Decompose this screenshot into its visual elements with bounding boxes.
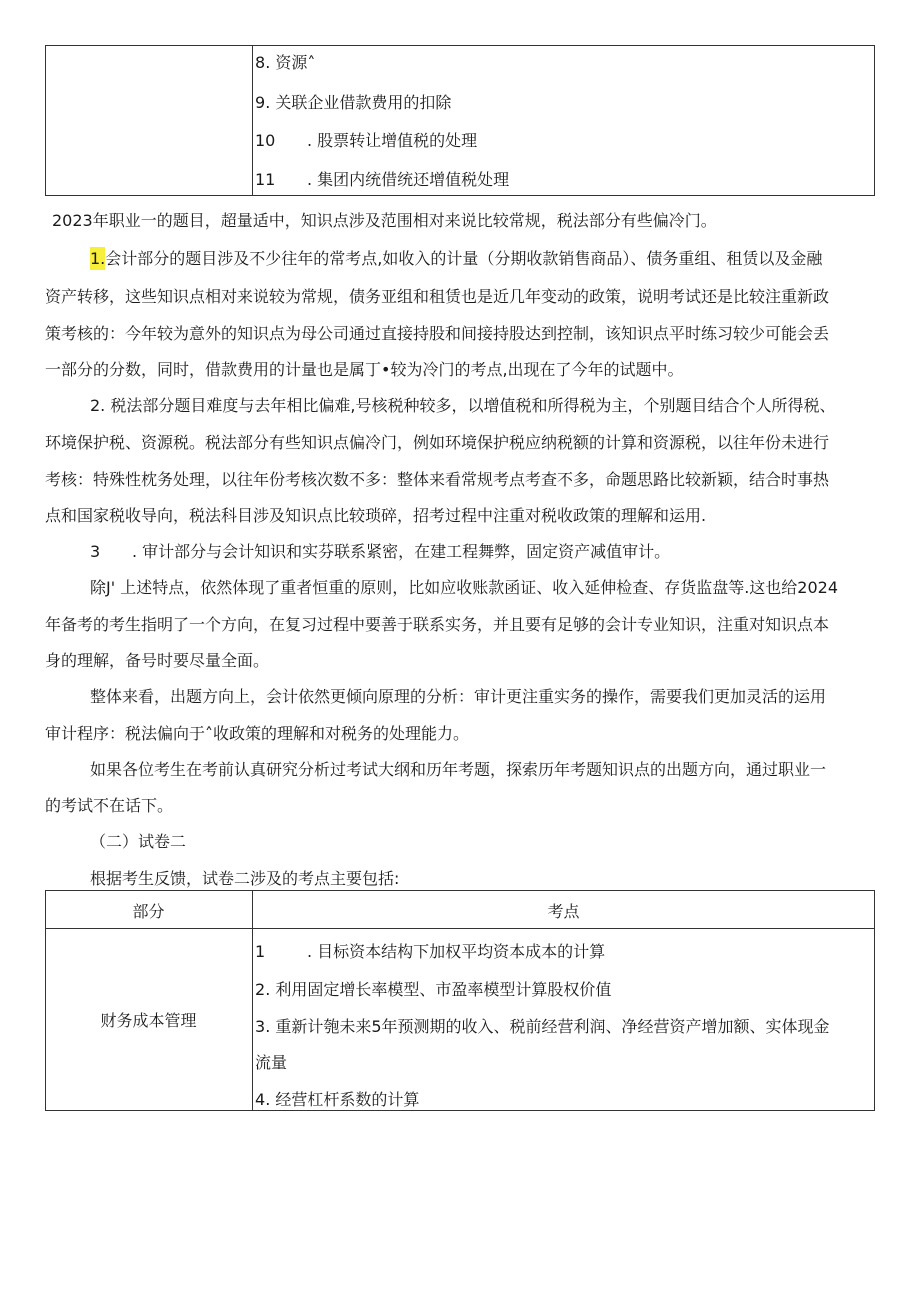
p2-line-2: 环境保护税、资源税。税法部分有些知识点偏冷门，例如环境保护税应纳税额的计算和资源税，以往年份未进行: [45, 433, 830, 452]
top-table-divider: [252, 45, 253, 196]
p1-line-3: 策考核的：今年较为意外的知识点为母公司通过直接持股和间接持股达到控制，该知识点平时练习较少可能会丢: [45, 324, 830, 343]
p2-line-1: 2. 税法部分题目难度与去年相比偏难,号核税种较多，以增值税和所得税为主，个别题目结合个人所得税、: [90, 396, 836, 415]
table-intro: 根据考生反馈，试卷二涉及的考点主要包括:: [90, 869, 400, 888]
p4-line-3: 身的理解，备号时要尽量全面。: [45, 651, 270, 670]
top-table-item-10: 10 . 股票转让增值税的处理: [255, 131, 478, 150]
header-part: 部分: [132, 902, 165, 921]
p2-line-3: 考核：特殊性枕务处理，以往年份考核次数不多：整体来看常规考点考查不多，命题思路比较新颖，结合时事热: [45, 470, 830, 489]
p6-line-1: 如果各位考生在考前认真研究分析过考试大纲和历年考题，探索历年考题知识点的出题方向，通过职业一: [90, 760, 827, 779]
intro-paragraph: 2023年职业一的题目，超量适中，知识点涉及范围相对来说比较常规，税法部分有些偏冷门。: [52, 211, 717, 230]
bottom-table-header-rule: [45, 928, 875, 929]
section-heading: （二）试卷二: [90, 832, 187, 851]
top-table-item-8: 8. 资源˄: [255, 53, 316, 72]
p5-line-1: 整体来看，出题方向上，会计依然更倾向原理的分析：审计更注重实务的操作，需要我们更加灵活的运用: [90, 687, 827, 706]
p5-line-2: 审计程序：税法偏向于˄收政策的理解和对税务的处理能力。: [45, 724, 470, 743]
bottom-table-divider: [252, 890, 253, 1111]
p4-line-1: 除J' 上述特点，依然体现了重者恒重的原则，比如应收账款函证、收入延伸检查、存货监盘等.这也给2024: [90, 578, 839, 597]
top-table-item-11: 11 . 集团内统借统还增值税处理: [255, 170, 510, 189]
p6-line-2: 的考试不在话下。: [45, 796, 174, 815]
part-name: 财务成本管理: [100, 1011, 197, 1030]
bottom-table: [45, 890, 875, 1111]
point-item-3-cont: 流量: [255, 1053, 288, 1072]
point-item-1: 1 . 目标资本结构下加权平均资本成本的计算: [255, 942, 606, 961]
p3-line: 3 . 审计部分与会计知识和实芬联系紧密，在建工程舞弊，固定资产减值审计。: [90, 542, 671, 561]
highlight-marker: 1.: [90, 249, 106, 268]
point-item-3: 3. 重新计匏未来5年预测期的收入、税前经营利润、净经营资产增加额、实体现金: [255, 1017, 830, 1036]
point-item-2: 2. 利用固定增长率模型、市盈率模型计算股权价值: [255, 980, 612, 999]
top-table-item-9: 9. 关联企业借款费用的扣除: [255, 93, 452, 112]
p2-line-4: 点和国家税收导向，税法科目涉及知识点比较琐碎，招考过程中注重对税收政策的理解和运用.: [45, 506, 707, 525]
p4-line-2: 年备考的考生指明了一个方向，在复习过程中要善于联系实务，并且要有足够的会计专业知识，注重对知识点本: [45, 615, 830, 634]
p1-line-1: 1.会计部分的题目涉及不少往年的常考点,如收入的计量（分期收款销售商品）、债务重组、租赁以及金融: [90, 249, 823, 268]
p1-line-4: 一部分的分数，同时，借款费用的计量也是属丁•较为冷门的考点,出现在了今年的试题中。: [45, 360, 684, 379]
point-item-4: 4. 经营杠杆系数的计算: [255, 1090, 420, 1109]
header-points: 考点: [547, 902, 580, 921]
p1-line-2: 资产转移，这些知识点相对来说较为常规，债务亚组和租赁也是近几年变动的政策，说明考试还是比较注重新政: [45, 287, 830, 306]
